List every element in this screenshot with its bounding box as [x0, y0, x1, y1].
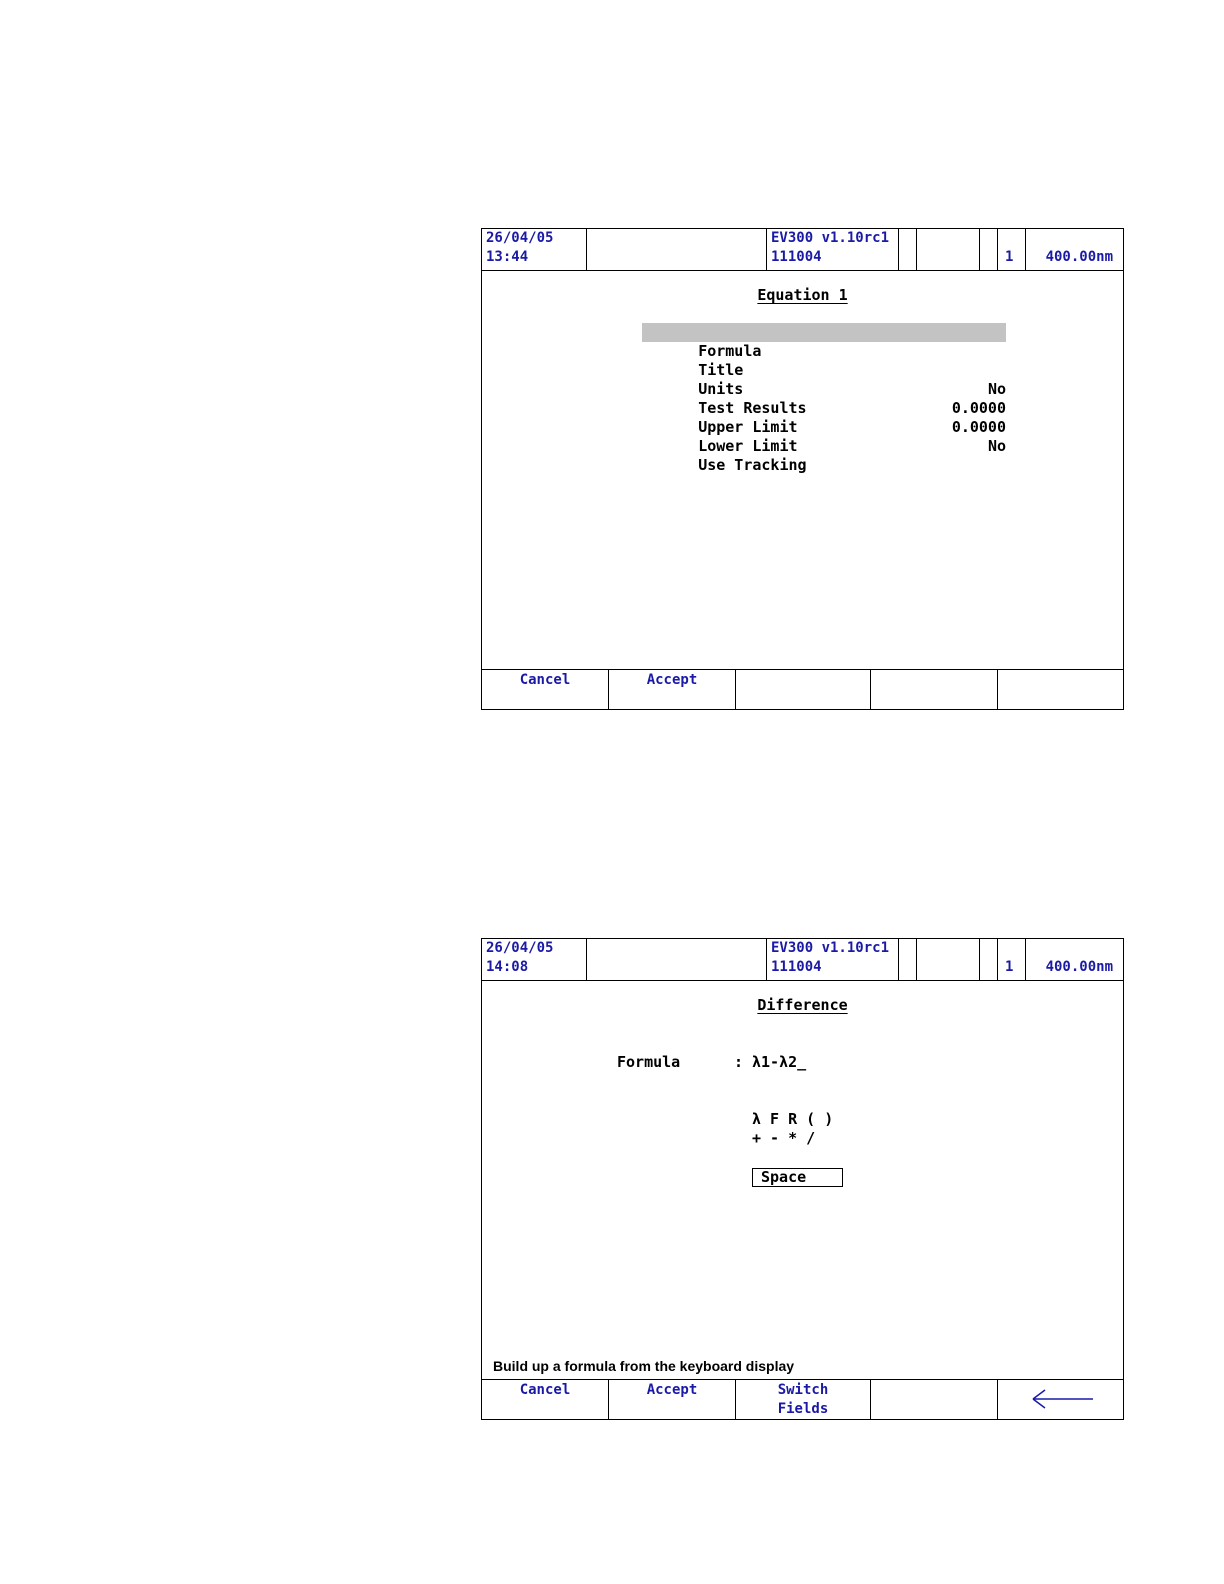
menu-item-value: 0.0000 [951, 418, 1006, 436]
cancel-label: Cancel [519, 1382, 571, 1398]
backspace-button[interactable] [998, 1380, 1125, 1419]
keyboard-row-operators[interactable]: + - * / [752, 1129, 816, 1147]
version-cell [767, 229, 899, 270]
page-title: Difference [757, 996, 848, 1014]
date-label: 26/04/05 [486, 940, 554, 956]
cell-number-cell [998, 939, 1026, 980]
cell-number-cell [998, 229, 1026, 270]
softkey-5[interactable] [998, 670, 1125, 709]
menu-item-label: Title [698, 361, 744, 379]
menu-item-label: Formula [698, 342, 762, 360]
header-blank-cell [587, 229, 767, 270]
formula-label: Formula [617, 1053, 681, 1071]
date-label: 26/04/05 [486, 230, 554, 246]
fields-label: Fields [777, 1401, 829, 1417]
header-blank-cell [917, 229, 980, 270]
header-blank-cell [980, 229, 998, 270]
menu-item-label: Test Results [698, 399, 807, 417]
time-label: 13:44 [486, 249, 529, 265]
accept-button[interactable] [609, 670, 736, 709]
menu-item-value: No [987, 380, 1006, 398]
accept-button[interactable] [609, 1380, 736, 1419]
wavelength-cell [1026, 939, 1125, 980]
switch-label: Switch [777, 1382, 829, 1398]
header-blank-cell [917, 939, 980, 980]
version-cell [767, 939, 899, 980]
switch-fields-button[interactable] [736, 1380, 871, 1419]
header-blank-cell [899, 939, 917, 980]
space-key[interactable]: Space [752, 1168, 843, 1187]
cell-number: 1 [1005, 959, 1014, 975]
softkey-4[interactable] [871, 1380, 998, 1419]
page-title: Equation 1 [757, 286, 848, 304]
settings-menu [642, 323, 1006, 474]
formula-separator: : [734, 1053, 744, 1071]
softkey-bar [482, 669, 1123, 709]
header-blank-cell [587, 939, 767, 980]
header-blank-cell [899, 229, 917, 270]
menu-item-value: 0.0000 [951, 399, 1006, 417]
datetime-cell [482, 939, 587, 980]
menu-item-formula[interactable] [642, 323, 1006, 360]
wavelength-readout: 400.00nm [1045, 959, 1113, 975]
menu-item-label: Lower Limit [698, 437, 798, 455]
cancel-button[interactable] [482, 1380, 609, 1419]
accept-label: Accept [646, 672, 698, 688]
cancel-label: Cancel [519, 672, 571, 688]
wavelength-cell [1026, 229, 1125, 270]
formula-editor-screen [481, 938, 1124, 1420]
menu-item-value: No [987, 437, 1006, 455]
menu-item-title[interactable] [642, 342, 1006, 379]
formula-input[interactable]: λ1-λ2_ [752, 1053, 807, 1071]
menu-item-label: Use Tracking [698, 456, 807, 474]
accept-label: Accept [646, 1382, 698, 1398]
equation-settings-screen [481, 228, 1124, 710]
cell-number: 1 [1005, 249, 1014, 265]
arrow-left-icon [1027, 1384, 1097, 1414]
keyboard-row-functions[interactable]: λ F R ( ) [752, 1110, 834, 1128]
datetime-cell [482, 229, 587, 270]
softkey-4[interactable] [871, 670, 998, 709]
version-label: EV300 v1.10rc1 [771, 940, 890, 956]
status-message: Build up a formula from the keyboard display [493, 1358, 795, 1374]
menu-item-use-tracking[interactable] [642, 437, 1006, 474]
status-header [482, 229, 1123, 271]
menu-item-upper-limit[interactable] [642, 399, 1006, 436]
menu-item-label: Units [698, 380, 744, 398]
serial-label: 111004 [771, 249, 822, 265]
time-label: 14:08 [486, 959, 529, 975]
menu-item-label: Upper Limit [698, 418, 798, 436]
softkey-3[interactable] [736, 670, 871, 709]
status-header [482, 939, 1123, 981]
wavelength-readout: 400.00nm [1045, 249, 1113, 265]
softkey-bar [482, 1379, 1123, 1419]
cancel-button[interactable] [482, 670, 609, 709]
header-blank-cell [980, 939, 998, 980]
version-label: EV300 v1.10rc1 [771, 230, 890, 246]
serial-label: 111004 [771, 959, 822, 975]
